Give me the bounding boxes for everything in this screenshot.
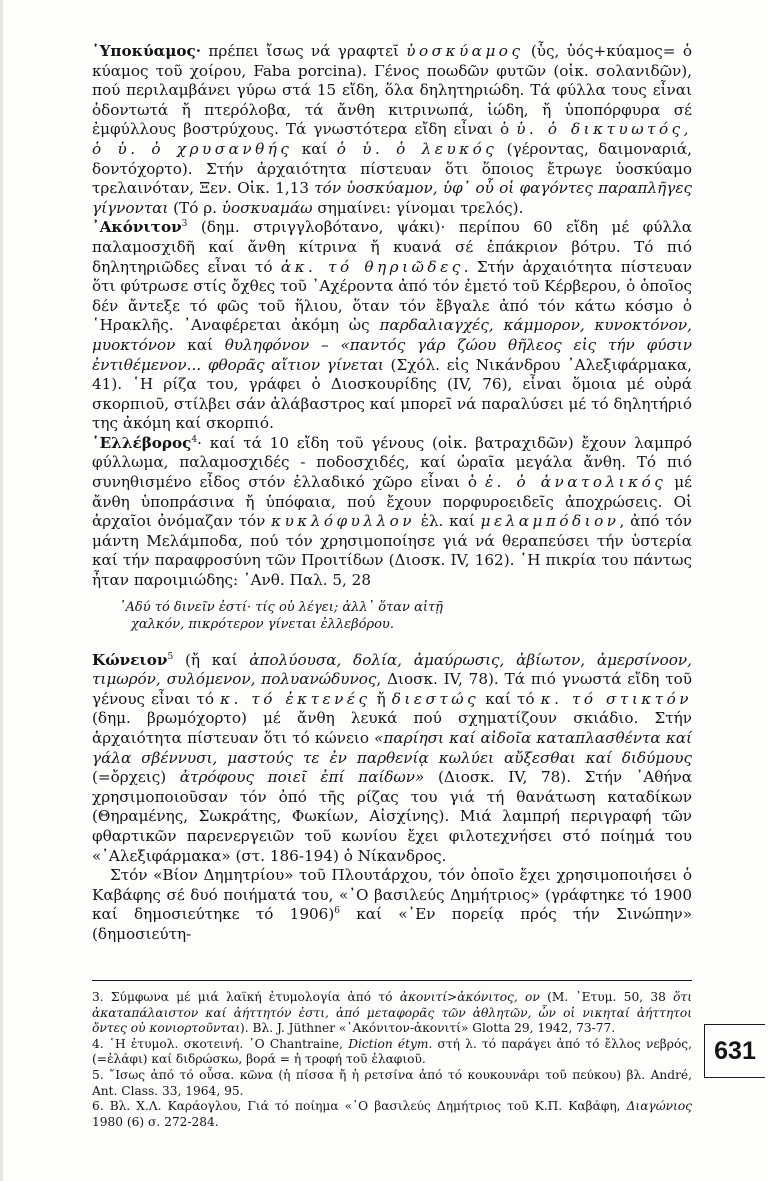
entry-text: καί: [175, 335, 225, 354]
spaced-term: κ. τό στικτόν: [540, 689, 693, 708]
spaced-term: ὁ ὑ. ὁ λευκός: [336, 139, 498, 158]
italic-term: παρδαλιαγχές, κάμμορον, κυνοκτόνον, μυοκτόνον: [92, 316, 692, 354]
footnote-number: 5.: [92, 1067, 104, 1082]
page-number: 631: [704, 1024, 765, 1078]
spaced-term: ὑοσκύαμος: [406, 42, 524, 60]
verse-line: χαλκόν, πικρότερον γίνεται ἐλλεβόρου.: [131, 616, 394, 632]
entry-text: (γέροντας, δαιμοναριά, δοντόχορτο). Στήν ἀρχαιότητα πίστευαν ὅτι ὅποιος ἔτρωγε ὑοσκύαμο τρελαινόταν, Ξεν. Οἰκ. 1,13: [92, 139, 692, 198]
entry-text: (δημ. στριγγλοβότανο, ψάκι)· περίπου 60 εἴδη μέ φύλλα παλαμοσχιδῆ καί ἄνθη κίτρινα ἤ κυανά σέ ἐπάκριον βότρυ. Τό πιό δηλητηριῶδες εἶναι τό: [92, 218, 692, 276]
footnote-text: Σύμφωνα μέ μιά λαϊκή ἐτυμολογία ἀπό τό: [103, 990, 400, 1004]
footnote-italic: ὅτι ἀκαταπάλαιστον καί ἀήττητόν ἐστι, ἀπό μεταφορᾶς τῶν ἀθλητῶν, ὧν οἱ νικηταί ἀήττητοι ὄντες οὐ κονιορτοῦνται: [92, 990, 693, 1036]
entry-text: ἤ: [370, 689, 392, 708]
footnote-italic: Diction étym.: [348, 1036, 433, 1051]
footnote-4: [92, 1037, 692, 1068]
footnote-5: [92, 1068, 692, 1099]
italic-quote: τόν ὑοσκύαμον, ὑφ᾿ οὗ οἱ φαγόντες παραπλῆγες γίγνονται: [92, 179, 692, 217]
footnote-italic: Διαγώνιος: [626, 1099, 692, 1114]
footnote-number: 6.: [92, 1099, 104, 1114]
spaced-term: κυκλόφυλλον: [271, 512, 416, 531]
entry-text: καί: [292, 139, 337, 158]
lemma-akoniton: ᾿Ακόνιτον: [92, 218, 182, 237]
footnote-divider: [92, 980, 692, 981]
italic-term: ἀπολύουσα, δολία, ἀμαύρωσις, ἀβίωτον, ἀμερσίνοον, τιμωρόν, συλόμενον, πολυανώδυνος: [92, 650, 692, 689]
spaced-term: μελαμπόδιον: [480, 512, 620, 531]
entry-text: Στόν «Βίον Δημητρίου» τοῦ Πλουτάρχου, τόν ὁποῖο ἔχει χρησιμοποιήσει ὁ Καβάφης σέ δυό ποιήματά του, «᾿Ο βασιλεύς Δημήτριος» (γράφτηκε τό 1900 καί δημοσιεύτηκε τό 1906): [92, 866, 692, 924]
footnote-number: 3.: [92, 990, 104, 1004]
lemma-koneion: Κώνειον: [92, 650, 168, 669]
entry-text: (Σχόλ. εἰς Νικάνδρου ᾿Αλεξιφάρμακα, 41). ῾Η ρίζα του, γράφει ὁ Διοσκουρίδης (IV, 76), εἶναι ὅμοια μέ οὐρά σκορπιοῦ, στίλβει σάν ἀλάβαστρος καί μπορεῖ νά παραλύσει μέ τό δηλητήριό της ἀκόμη καί σκορπιό.: [92, 355, 692, 433]
spaced-term: διεστώς: [391, 689, 480, 708]
verse-line: ᾿Αδύ τό δινεῖν ἐστί· τίς οὐ λέγει; ἀλλ᾿ ὅταν αἰτῇ: [119, 599, 443, 615]
footnote-italic: ἀκονιτί>ἀκόνιτος, ον: [399, 990, 540, 1004]
entry-text: , Διοσκ. IV, 78). Τά πιό γνωστά εἴδη τοῦ γένους εἶναι τό: [92, 670, 693, 708]
footnote-text: 1980 (6) σ. 272-284.: [92, 1114, 219, 1129]
entry-text: (Τό ρ.: [168, 198, 222, 217]
footnote-text: (Μ. ᾿Ετυμ. 50, 38: [539, 990, 674, 1004]
footnote-ref: 3: [181, 219, 188, 230]
entry-text: · καί τά 10 εἴδη τοῦ γένους (οἰκ. βατραχιδῶν) ἔχουν λαμπρό φύλλωμα, παλαμοσχιδές - ποδοσχιδές, καί ὡραῖα μεγάλα ἄνθη. Τό πιό συνηθισμένο εἶδος στόν ἑλλαδικό χῶρο εἶναι ὁ: [92, 433, 692, 492]
italic-quote: ἀτρόφους ποιεῖ ἐπί παίδων»: [179, 768, 425, 787]
spaced-term: ὑ. ὁ δικτυωτός, ὁ ὑ. ὁ χρυσανθής: [92, 120, 692, 158]
footnote-number: 4.: [92, 1036, 104, 1051]
lemma-elleboros: ῾Ελλέβορος: [92, 433, 192, 452]
footnote-text: ῾Η ἐτυμολ. σκοτεινή. ᾿Ο Chantraine,: [103, 1036, 349, 1051]
entry-koneion: [92, 651, 692, 867]
lemma-yposkyamos: ῾Υποκύαμος·: [92, 42, 202, 60]
italic-quote: «παρίησι καί αἰδοῖα καταπλασθέντα καί γάλα σβέννυσι, μαστούς τε ἐν παρθενίᾳ κωλύει αὔξεσθαι καί διδύμους: [92, 729, 692, 767]
footnote-text: Βλ. Χ.Λ. Καράογλου, Γιά τό ποίημα «᾿Ο βασιλεύς Δημήτριος τοῦ Κ.Π. Καβάφη,: [103, 1099, 627, 1114]
italic-quote: θυληφόνον – «παντός γάρ ζώου θῆλεος εἰς τήν φύσιν ἐντιθέμενον... φθορᾶς αἴτιον γίνεται: [92, 335, 692, 374]
footnote-ref: 4: [191, 434, 198, 445]
italic-term: ὑοσκυαμάω: [221, 198, 313, 217]
footnote-ref: 6: [334, 906, 340, 917]
spaced-term: ἑ. ὁ ἀνατολικός: [485, 473, 667, 492]
entry-text: (=ὄρχεις): [92, 768, 180, 787]
entry-text: (ἤ καί: [173, 650, 250, 669]
page-spine-shadow: [0, 0, 3, 1181]
footnote-6: [92, 1099, 692, 1130]
entry-text: , ἀπό τόν μάντη Μελάμποδα, πού τόν χρησιμοποίησε γιά νά θεραπεύσει τήν ὑστερία καί τήν παραφροσύνη τῶν Προιτίδων (Διοσκ. IV, 162). ῾Η πικρία του πάντως ἦταν παροιμιώδης: ᾿Ανθ. Παλ. 5, 28: [92, 512, 692, 590]
entry-text: ἐλ. καί: [415, 512, 481, 531]
entry-text: πρέπει ἴσως νά γραφτεῖ: [201, 42, 407, 60]
entry-text: καί «᾿Εν πορείᾳ πρός τήν Σινώπην» (δημοσιεύτη-: [92, 905, 692, 943]
verse-quote: [119, 599, 692, 633]
entry-text: σημαίνει: γίνομαι τρελός).: [312, 198, 524, 217]
entry-text: καί τό: [479, 689, 541, 708]
entry-text: μέ ἄνθη ὑποπράσινα ἤ ὑπόφαια, πού ἔχουν πορφυροειδεῖς ἀποχρώσεις. Οἱ ἀρχαῖοι ὀνόμαζαν τόν: [92, 473, 692, 531]
entry-yposkyamos: [92, 42, 692, 218]
entry-text: (Διοσκ. IV, 78). Στήν ᾿Αθήνα χρησιμοποιοῦσαν τόν ὀπό τῆς ρίζας του γιά τή θανάτωση καταδίκων (Θηραμένης, Σωκράτης, Φωκίων, Αἰσχίνης). Μιά λαμπρή περιγραφή τῶν φθαρτικῶν παρενεργειῶν τοῦ κωνίου ἔχει φιλοτεχνήσει στό ποίημά του «᾿Αλεξιφάρμακα» (στ. 186-194) ὁ Νίκανδρος.: [92, 768, 692, 865]
footnote-3: [92, 990, 692, 1037]
paragraph-bios: [92, 866, 692, 944]
entry-elleboros: [92, 434, 692, 591]
entry-akoniton: [92, 218, 692, 434]
footnotes: [92, 990, 692, 1130]
footnote-text: στή λ. τό παράγει ἀπό τό ἔλλος νεβρός, (=ἐλάφι) καί διδρώσκω, βορά = ἡ τροφή τοῦ ἐλαφιοῦ.: [92, 1036, 692, 1067]
main-text: [92, 42, 692, 945]
footnote-ref: 5: [167, 651, 174, 662]
entry-text: (ὗς, ὑός+κύαμος= ὁ κύαμος τοῦ χοίρου, Faba porcina). Γένος ποωδῶν φυτῶν (οἰκ. σολανιδῶν), πού περιλαμβάνει γύρω στά 15 εἴδη, ὅλα δηλητηριώδη. Τά φύλλα τους εἶναι ὀδοντωτά ἤ πτερόλοβα, τά ἄνθη κιτρινωπά, ἰώδη, ἤ ὑποπόρφυρα σέ ἐμφύλλους βοστρύχους. Τά γνωστότερα εἴδη εἶναι ὁ: [92, 42, 692, 139]
entry-text: . Στήν ἀρχαιότητα πίστευαν ὅτι φύτρωσε στίς ὄχθες τοῦ ᾿Αχέροντα ἀπό τόν ἐμετό τοῦ Κέρβερου, ὁ ὁποῖος δέν ἄντεξε τό φῶς τοῦ ἥλιου, ὅταν τόν ἔβγαλε ἀπό τόν κάτω κόσμο ὁ ῾Ηρακλῆς. ᾿Αναφέρεται ἀκόμη ὡς: [92, 257, 692, 335]
footnote-text: ῎Ισως ἀπό τό οὖσα. κῶνα (ἡ πίσσα ἤ ἡ ρετσίνα ἀπό τό κουκουνάρι τοῦ πεύκου) βλ. André, Ant. Class. 33, 1964, 95.: [92, 1067, 692, 1098]
spaced-term: ἀκ. τό θηριῶδες: [280, 257, 464, 276]
entry-text: (δημ. βρωμόχορτο) μέ ἄνθη λευκά πού σχηματίζουν σκιάδιο. Στήν ἀρχαιότητα πίστευαν ὅτι τό κώνειο: [92, 709, 692, 747]
spaced-term: κ. τό ἐκτενές: [220, 689, 371, 708]
footnote-text: ). Βλ. J. Jüthner «᾿Ακόνιτον-ἀκονιτί» Glotta 29, 1942, 73-77.: [240, 1021, 616, 1036]
